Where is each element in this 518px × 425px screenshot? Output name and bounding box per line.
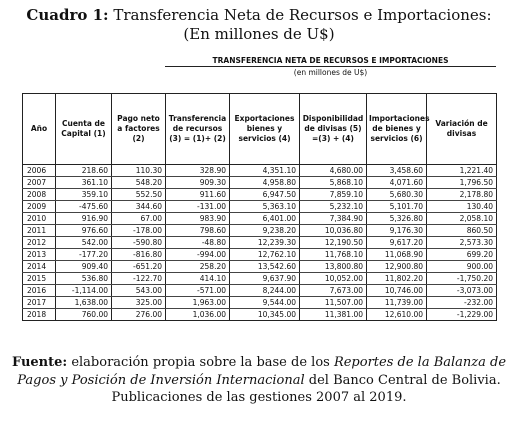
value-cell: 12,762.10 [230,249,300,261]
value-cell: -3,073.00 [427,285,497,297]
value-cell: 328.90 [166,165,230,177]
table-row [23,165,497,177]
value-cell: -571.00 [166,285,230,297]
value-cell: 10,746.00 [367,285,427,297]
value-cell: 5,326.80 [367,213,427,225]
year-cell: 2011 [23,225,56,237]
value-cell: -131.00 [166,201,230,213]
value-cell: 2,178.80 [427,189,497,201]
value-cell: 860.50 [427,225,497,237]
table-row [23,225,497,237]
year-cell: 2009 [23,201,56,213]
value-cell: 760.00 [56,309,112,321]
year-cell: 2010 [23,213,56,225]
source-note [0,354,518,407]
value-cell: 543.00 [112,285,166,297]
value-cell: 10,345.00 [230,309,300,321]
value-cell: 911.60 [166,189,230,201]
value-cell: 1,638.00 [56,297,112,309]
column-header: Disponibilidad de divisas (5) =(3) + (4) [300,94,367,165]
value-cell: -232.00 [427,297,497,309]
caption-line-1 [0,6,518,25]
value-cell: 5,868.10 [300,177,367,189]
value-cell: 12,900.80 [367,261,427,273]
table-caption [0,6,518,44]
year-cell: 2018 [23,309,56,321]
value-cell: 976.60 [56,225,112,237]
value-cell: 13,800.80 [300,261,367,273]
value-cell: 1,036.00 [166,309,230,321]
table-row [23,249,497,261]
year-cell: 2015 [23,273,56,285]
value-cell: -177.20 [56,249,112,261]
caption-title: Transferencia Neta de Recursos e Importaciones: [113,6,492,24]
value-cell: 11,507.00 [300,297,367,309]
value-cell: 12,610.00 [367,309,427,321]
column-header: Importaciones de bienes y servicios (6) [367,94,427,165]
value-cell: 258.20 [166,261,230,273]
column-header: Variación de divisas [427,94,497,165]
value-cell: -651.20 [112,261,166,273]
value-cell: -48.80 [166,237,230,249]
value-cell: 9,617.20 [367,237,427,249]
year-cell: 2014 [23,261,56,273]
year-cell: 2006 [23,165,56,177]
value-cell: 6,401.00 [230,213,300,225]
source-label: Fuente: [11,355,68,370]
value-cell: 6,947.50 [230,189,300,201]
value-cell: 1,221.40 [427,165,497,177]
value-cell: -994.00 [166,249,230,261]
table-row [23,261,497,273]
table-row [23,189,497,201]
value-cell: 7,859.10 [300,189,367,201]
header-row [23,94,497,165]
table-row [23,285,497,297]
value-cell: 5,680.30 [367,189,427,201]
year-cell: 2012 [23,237,56,249]
value-cell: 12,190.50 [300,237,367,249]
value-cell: 276.00 [112,309,166,321]
table-row [23,213,497,225]
value-cell: 536.80 [56,273,112,285]
data-table [22,93,497,321]
value-cell: 5,232.10 [300,201,367,213]
value-cell: -590.80 [112,237,166,249]
value-cell: 9,176.30 [367,225,427,237]
value-cell: 900.00 [427,261,497,273]
value-cell: 9,238.20 [230,225,300,237]
value-cell: 359.10 [56,189,112,201]
value-cell: 67.00 [112,213,166,225]
table-row [23,309,497,321]
value-cell: 110.30 [112,165,166,177]
value-cell: 8,244.00 [230,285,300,297]
value-cell: 916.90 [56,213,112,225]
column-header: Exportaciones bienes y servicios (4) [230,94,300,165]
value-cell: -816.80 [112,249,166,261]
caption-label: Cuadro 1: [26,6,109,24]
value-cell: 4,958.80 [230,177,300,189]
spreadsheet-table [22,56,496,321]
value-cell: -1,114.00 [56,285,112,297]
value-cell: 13,542.60 [230,261,300,273]
value-cell: 909.40 [56,261,112,273]
column-header: Transferencia de recursos (3) = (1)+ (2) [166,94,230,165]
value-cell: 11,739.00 [367,297,427,309]
value-cell: 5,101.70 [367,201,427,213]
value-cell: 344.60 [112,201,166,213]
column-header: Año [23,94,56,165]
table-row [23,297,497,309]
value-cell: 4,351.10 [230,165,300,177]
table-body [23,165,497,321]
value-cell: 11,381.00 [300,309,367,321]
source-text-1: elaboración propia sobre la base de los [71,355,330,370]
value-cell: 2,573.30 [427,237,497,249]
value-cell: 325.00 [112,297,166,309]
value-cell: 542.00 [56,237,112,249]
value-cell: 11,068.90 [367,249,427,261]
value-cell: 218.60 [56,165,112,177]
value-cell: 7,673.00 [300,285,367,297]
value-cell: -178.00 [112,225,166,237]
value-cell: 414.10 [166,273,230,285]
year-cell: 2008 [23,189,56,201]
value-cell: 2,058.10 [427,213,497,225]
value-cell: 1,796.50 [427,177,497,189]
value-cell: 9,544.00 [230,297,300,309]
value-cell: 5,363.10 [230,201,300,213]
value-cell: 12,239.30 [230,237,300,249]
year-cell: 2016 [23,285,56,297]
value-cell: 7,384.90 [300,213,367,225]
value-cell: 9,637.90 [230,273,300,285]
year-cell: 2007 [23,177,56,189]
source-text-2: del Banco Central de Bolivia. [308,372,501,388]
value-cell: -475.60 [56,201,112,213]
value-cell: 10,036.80 [300,225,367,237]
column-header: Pago neto a factores (2) [112,94,166,165]
value-cell: 798.60 [166,225,230,237]
value-cell: 4,680.00 [300,165,367,177]
value-cell: 909.30 [166,177,230,189]
source-text-3: Publicaciones de las gestiones 2007 al 2019. [111,390,407,405]
table-row [23,237,497,249]
year-cell: 2013 [23,249,56,261]
value-cell: 4,071.60 [367,177,427,189]
value-cell: 10,052.00 [300,273,367,285]
value-cell: 3,458.60 [367,165,427,177]
table-row [23,201,497,213]
value-cell: 983.90 [166,213,230,225]
column-header: Cuenta de Capital (1) [56,94,112,165]
table-row [23,273,497,285]
value-cell: 361.10 [56,177,112,189]
value-cell: 130.40 [427,201,497,213]
value-cell: 11,768.10 [300,249,367,261]
source-publication: Reportes de la Balanza de Pagos y Posición de Inversión Internacional [17,355,507,388]
value-cell: -122.70 [112,273,166,285]
value-cell: 548.20 [112,177,166,189]
value-cell: 1,963.00 [166,297,230,309]
caption-line-2: (En millones de U$) [183,25,335,43]
sheet-subtitle: (en millones de U$) [293,68,368,77]
table-row [23,177,497,189]
sheet-title: TRANSFERENCIA NETA DE RECURSOS E IMPORTACIONES [165,56,496,67]
value-cell: 11,802.20 [367,273,427,285]
value-cell: 699.20 [427,249,497,261]
year-cell: 2017 [23,297,56,309]
value-cell: -1,750.20 [427,273,497,285]
value-cell: 552.50 [112,189,166,201]
value-cell: -1,229.00 [427,309,497,321]
